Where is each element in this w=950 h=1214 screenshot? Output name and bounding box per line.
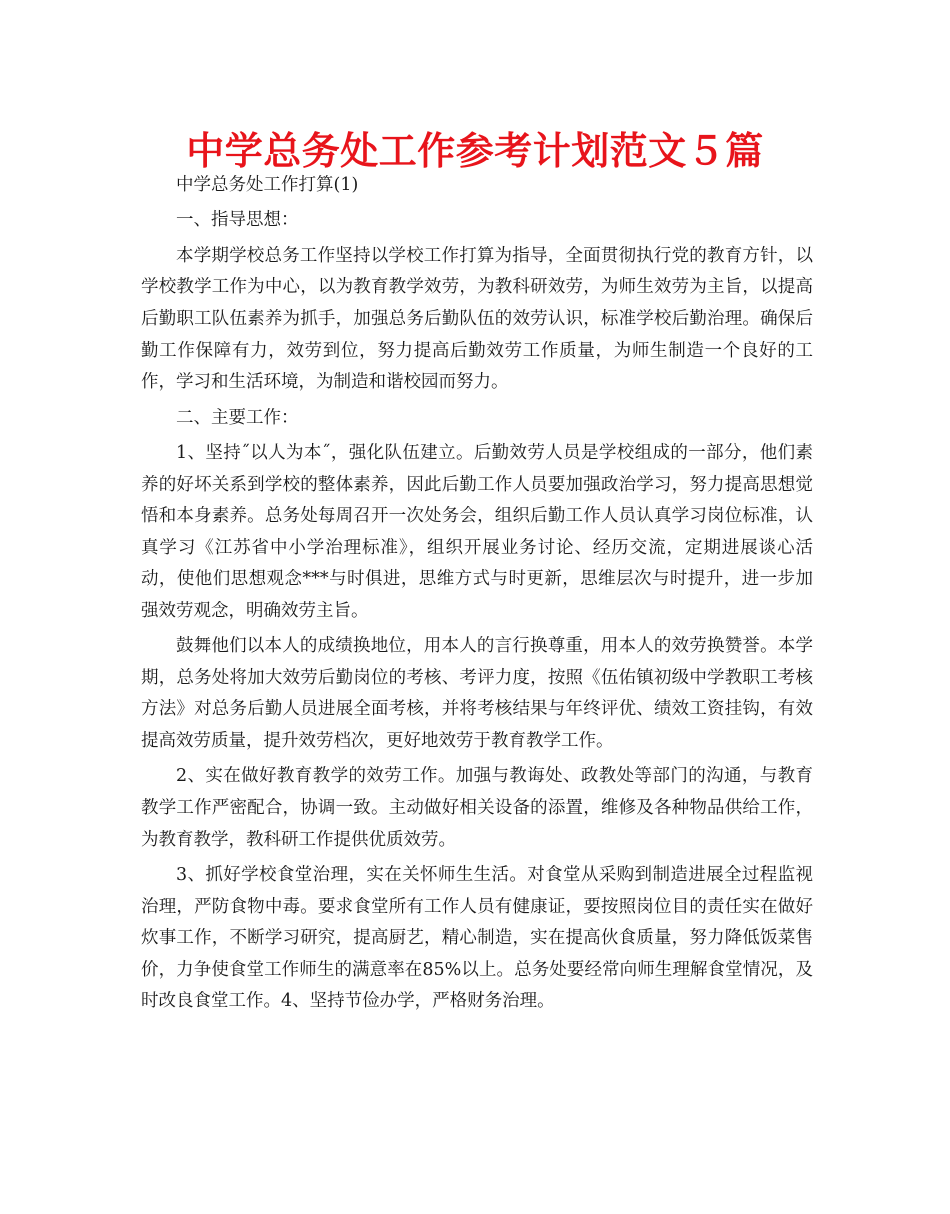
- paragraph: 2、实在做好教育教学的效劳工作。加强与教诲处、政教处等部门的沟通，与教育教学工作严密配合，协调一致。主动做好相关设备的添置，维修及各种物品供给工作，为教育教学，教科研工作提供优质效劳。: [141, 766, 813, 850]
- paragraph: 3、抓好学校食堂治理，实在关怀师生生活。对食堂从采购到制造进展全过程监视治理，严防食物中毒。要求食堂所有工作人员有健康证，要按照岗位目的责任实在做好炊事工作，不断学习研究，提高厨艺，精心制造，实在提高伙食质量，努力降低饭菜售价，力争使食堂工作师生的满意率在85%以上。总务处要经常向师生理解食堂情况，及时改良食堂工作。4、坚持节俭办学，严格财务治理。: [141, 865, 813, 1012]
- document-title: 中学总务处工作参考计划范文５篇: [186, 129, 764, 173]
- paragraph: 一、指导思想：: [176, 210, 299, 231]
- paragraph: 本学期学校总务工作坚持以学校工作打算为指导，全面贯彻执行党的教育方针，以学校教学工作为中心，以为教育教学效劳，为教科研效劳，为师生效劳为主旨，以提高后勤职工队伍素养为抓手，加强总务后勤队伍的效劳认识，标准学校后勤治理。确保后勤工作保障有力，效劳到位，努力提高后勤效劳工作质量，为师生制造一个良好的工作，学习和生活环境，为制造和谐校园而努力。: [141, 245, 813, 393]
- paragraph: 1、坚持˝以人为本˝，强化队伍建立。后勤效劳人员是学校组成的一部分，他们素养的好坏关系到学校的整体素养，因此后勤工作人员要加强政治学习，努力提高思想觉悟和本身素养。总务处每周召开一次处务会，组织后勤工作人员认真学习岗位标准，认真学习《江苏省中小学治理标准》，组织开展业务讨论、经历交流，定期进展谈心活动，使他们思想观念***与时俱进，思维方式与时更新，思维层次与时提升，进一步加强效劳观念，明确效劳主旨。: [141, 442, 813, 621]
- document-body: [141, 170, 813, 1022]
- paragraph: 鼓舞他们以本人的成绩换地位，用本人的言行换尊重，用本人的效劳换赞誉。本学期，总务处将加大效劳后勤岗位的考核、考评力度，按照《伍佑镇初级中学教职工考核方法》对总务后勤人员进展全面考核，并将考核结果与年终评优、绩效工资挂钩，有效提高效劳质量，提升效劳档次，更好地效劳于教育教学工作。: [141, 636, 813, 752]
- paragraph: 中学总务处工作打算(1): [176, 175, 359, 195]
- paragraph: 二、主要工作：: [176, 407, 299, 428]
